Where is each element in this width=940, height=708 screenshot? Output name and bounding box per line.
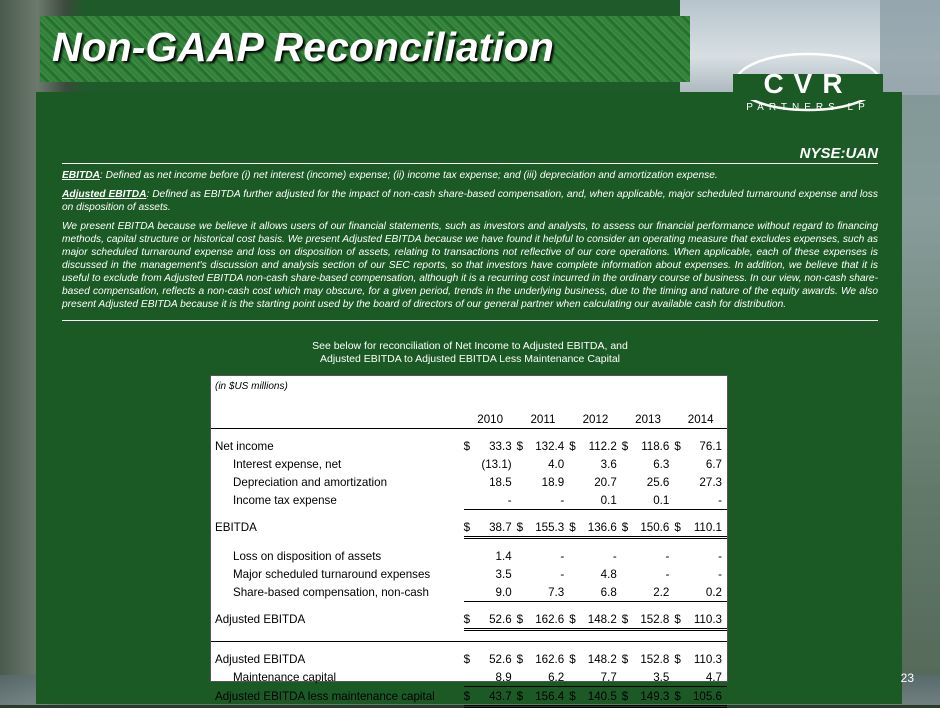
- cell-value: 4.7: [686, 668, 727, 687]
- cell-value: 6.3: [653, 457, 670, 471]
- cell-value: 162.6: [535, 652, 565, 666]
- cell-value: 140.5: [581, 687, 622, 707]
- currency-symbol: [569, 668, 580, 687]
- table-row: [211, 583, 727, 602]
- row-label: Share-based compensation, non-cash: [233, 585, 429, 599]
- row-label: Income tax expense: [233, 493, 337, 507]
- table-row: [211, 518, 727, 538]
- cell-value: 4.8: [600, 567, 617, 581]
- currency-symbol: [622, 583, 633, 602]
- cell-value: 3.5: [633, 668, 674, 687]
- row-gap: [211, 510, 727, 519]
- currency-symbol: $: [622, 687, 633, 707]
- divider-top: [62, 163, 878, 164]
- cell-value: 0.1: [581, 491, 622, 510]
- currency-symbol: $: [622, 610, 633, 630]
- cell-value: 136.6: [581, 518, 622, 538]
- currency-symbol: $: [517, 610, 528, 630]
- currency-symbol: [517, 547, 528, 565]
- cell-value: 132.4: [535, 439, 565, 453]
- cell-value: 148.2: [587, 652, 617, 666]
- currency-symbol: $: [517, 518, 528, 538]
- row-label: Loss on disposition of assets: [233, 549, 382, 563]
- gap-cell: [211, 602, 727, 611]
- table-row: [211, 610, 727, 630]
- cell-value: 27.3: [699, 475, 722, 489]
- table-row: [211, 473, 727, 491]
- ticker-label: NYSE:UAN: [799, 145, 878, 162]
- cell-value: 156.4: [528, 687, 569, 707]
- page-title: Non-GAAP Reconciliation: [52, 24, 554, 70]
- currency-symbol: [569, 565, 580, 583]
- currency-symbol: $: [569, 652, 576, 666]
- cell-value: 8.9: [475, 668, 517, 687]
- header-spacer: [211, 410, 464, 429]
- cell-value: 3.6: [600, 457, 617, 471]
- body-paragraph: We present EBITDA because we believe it allows users of our financial statements, such as investors and analysts, to assess our financial performance without regard to financing methods, capital structure or historical cost basis. We present Adjusted EBITDA because we have found it helpful to consider an operating measure that excludes expenses, such as major scheduled turnaround expense and loss on disposition of assets, relating to transactions not reflective of our core operations. When applicable, each of these expenses is discussed in the management's discussion and analysis section of our SEC reports, so that investors have complete information about expenses. In addition, we believe that it is useful to exclude from Adjusted EBITDA non-cash share-based compensation, although it is a recurring cost incurred in the ordinary course of business. In our view, non-cash share-based compensation, reflects a non-cash cost which may obscure, for a given period, trends in the underlying business, due to the timing and nature of the equity awards. We also present Adjusted EBITDA because it is the starting point used by the board of directors of our general partner when calculating our available cash for distribution.: [62, 221, 878, 310]
- caption-line-1: See below for reconciliation of Net Income to Adjusted EBITDA, and: [312, 340, 628, 352]
- definition-ebitda: [62, 169, 878, 182]
- row-label: Adjusted EBITDA less maintenance capital: [215, 690, 435, 703]
- currency-symbol: [569, 547, 580, 565]
- year-header: 2012: [569, 410, 622, 429]
- logo-text: CVR: [763, 68, 853, 99]
- currency-symbol: $: [464, 518, 475, 538]
- row-label: Adjusted EBITDA: [215, 652, 306, 666]
- gap-cell: [211, 538, 727, 548]
- currency-symbol: $: [569, 518, 580, 538]
- currency-symbol: $: [674, 518, 685, 538]
- cell-value: 105.6: [686, 687, 727, 707]
- cell-value: 9.0: [475, 583, 517, 602]
- currency-symbol: [674, 583, 685, 602]
- term-adjusted-ebitda: Adjusted EBITDA: [62, 189, 147, 200]
- currency-symbol: [464, 455, 475, 473]
- row-label: Net income: [215, 439, 274, 453]
- cell-value: 52.6: [475, 610, 517, 630]
- currency-symbol: $: [463, 439, 471, 453]
- currency-symbol: $: [516, 652, 524, 666]
- cell-value: -: [665, 567, 670, 581]
- row-label: EBITDA: [215, 521, 257, 535]
- cell-value: 162.6: [528, 610, 569, 630]
- table-row: [211, 547, 727, 565]
- cell-value: 1.4: [495, 549, 512, 563]
- currency-symbol: [464, 583, 475, 602]
- currency-symbol: $: [569, 687, 580, 707]
- currency-symbol: $: [464, 687, 475, 707]
- cell-value: 148.2: [581, 610, 622, 630]
- currency-symbol: $: [517, 687, 528, 707]
- cell-value: 0.2: [686, 583, 727, 602]
- currency-symbol: [517, 455, 528, 473]
- currency-symbol: [464, 668, 475, 687]
- cell-value: 6.7: [705, 457, 722, 471]
- cell-value: 38.7: [475, 518, 517, 538]
- year-header: 2013: [622, 410, 675, 429]
- currency-symbol: [569, 491, 580, 510]
- cell-value: 20.7: [594, 475, 617, 489]
- cell-value: -: [475, 491, 517, 510]
- currency-symbol: [517, 565, 528, 583]
- row-gap: [211, 429, 727, 438]
- cell-value: 118.6: [641, 439, 670, 453]
- table-row: [211, 565, 727, 583]
- cell-value: 152.8: [640, 652, 670, 666]
- currency-symbol: [517, 668, 528, 687]
- cell-value: 3.5: [495, 567, 512, 581]
- table-row: [211, 650, 727, 668]
- cell-value: 18.5: [489, 475, 512, 489]
- cell-value: 110.3: [686, 610, 727, 630]
- currency-symbol: $: [516, 439, 524, 453]
- cell-value: -: [528, 491, 569, 510]
- currency-symbol: $: [674, 687, 685, 707]
- row-label: Depreciation and amortization: [233, 475, 388, 489]
- currency-symbol: $: [674, 439, 681, 453]
- cell-value: 0.1: [633, 491, 674, 510]
- cell-value: 7.7: [581, 668, 622, 687]
- cell-value: 43.7: [475, 687, 517, 707]
- cell-value: -: [560, 567, 565, 581]
- currency-symbol: [464, 565, 475, 583]
- currency-symbol: [464, 491, 475, 510]
- currency-symbol: [569, 473, 580, 491]
- row-gap: [211, 602, 727, 611]
- cell-value: 4.0: [548, 457, 565, 471]
- currency-symbol: [569, 455, 580, 473]
- row-label: Adjusted EBITDA: [215, 613, 306, 627]
- cell-value: 152.8: [633, 610, 674, 630]
- currency-symbol: $: [621, 439, 629, 453]
- cell-value: 2.2: [633, 583, 674, 602]
- currency-symbol: [517, 491, 528, 510]
- currency-symbol: [674, 491, 685, 510]
- cell-value: 110.1: [686, 518, 727, 538]
- currency-symbol: [674, 455, 685, 473]
- currency-symbol: [674, 473, 685, 491]
- row-gap: [211, 538, 727, 548]
- cell-value: 6.2: [528, 668, 569, 687]
- currency-symbol: $: [569, 610, 580, 630]
- currency-symbol: [674, 547, 685, 565]
- gap-cell: [211, 429, 727, 438]
- currency-symbol: $: [621, 652, 629, 666]
- cell-value: 7.3: [528, 583, 569, 602]
- term-ebitda: EBITDA: [62, 170, 100, 181]
- table-row: [211, 455, 727, 473]
- currency-symbol: $: [674, 610, 685, 630]
- cell-value: 110.3: [693, 652, 722, 666]
- table-row: [211, 491, 727, 510]
- table-row: [211, 437, 727, 455]
- year-header: 2011: [517, 410, 570, 429]
- currency-symbol: [622, 547, 633, 565]
- currency-symbol: [464, 547, 475, 565]
- currency-symbol: [464, 473, 475, 491]
- currency-symbol: [622, 455, 633, 473]
- cell-value: 76.1: [699, 439, 722, 453]
- currency-symbol: [674, 668, 685, 687]
- year-header: 2014: [674, 410, 727, 429]
- cell-value: -: [718, 567, 722, 581]
- cell-value: -: [665, 549, 670, 563]
- gap-cell: [211, 510, 727, 519]
- cell-value: -: [612, 549, 617, 563]
- row-gap: [211, 642, 727, 651]
- currency-symbol: $: [463, 652, 471, 666]
- cell-value: 25.6: [646, 475, 670, 489]
- definition-adjusted-ebitda-text: : Defined as EBITDA further adjusted for the impact of non-cash share-based compensation, and, when applicable, major scheduled turnaround expense and loss on disposition of assets.: [62, 189, 878, 213]
- cell-value: 149.3: [633, 687, 674, 707]
- table-row: [211, 687, 727, 707]
- currency-symbol: [569, 583, 580, 602]
- cell-value: -: [718, 549, 722, 563]
- currency-symbol: [622, 473, 633, 491]
- currency-symbol: $: [569, 439, 576, 453]
- cell-value: -: [560, 549, 565, 563]
- currency-symbol: [622, 491, 633, 510]
- row-label: Major scheduled turnaround expenses: [233, 567, 431, 581]
- currency-symbol: $: [674, 652, 681, 666]
- cell-value: 18.9: [541, 475, 565, 489]
- currency-symbol: [622, 565, 633, 583]
- page-number: 23: [900, 671, 914, 685]
- cell-value: 150.6: [633, 518, 674, 538]
- divider-bottom: [62, 320, 878, 321]
- cell-value: 112.2: [588, 439, 617, 453]
- cvr-partners-logo: [733, 52, 883, 118]
- year-header: 2010: [464, 410, 517, 429]
- row-label: Interest expense, net: [233, 457, 342, 471]
- currency-symbol: [517, 583, 528, 602]
- section-separator: [211, 630, 727, 642]
- currency-symbol: [622, 668, 633, 687]
- currency-symbol: $: [622, 518, 633, 538]
- table-caption: [230, 340, 710, 366]
- table-row: [211, 668, 727, 687]
- row-label: Maintenance capital: [233, 670, 337, 684]
- currency-symbol: [674, 565, 685, 583]
- definition-adjusted-ebitda: [62, 188, 878, 214]
- cell-value: 52.6: [489, 652, 512, 666]
- logo-subtext: PARTNERS LP: [746, 102, 870, 113]
- separator-cell: [211, 630, 727, 642]
- table-unit: (in $US millions): [215, 381, 288, 392]
- cell-value: 155.3: [528, 518, 569, 538]
- cell-value: (13.1): [481, 457, 512, 471]
- cell-value: -: [686, 491, 727, 510]
- reconciliation-table: [210, 375, 728, 703]
- caption-line-2: Adjusted EBITDA to Adjusted EBITDA Less Maintenance Capital: [320, 353, 620, 365]
- gap-cell: [211, 642, 727, 651]
- reconciliation-grid: [211, 410, 727, 708]
- cell-value: 33.3: [489, 439, 512, 453]
- currency-symbol: $: [464, 610, 475, 630]
- definition-ebitda-text: : Defined as net income before (i) net interest (income) expense; (ii) income tax expense; and (iii) depreciation and amortization expense.: [99, 170, 718, 181]
- table-header-row: [211, 410, 727, 429]
- cell-value: 6.8: [581, 583, 622, 602]
- currency-symbol: [517, 473, 528, 491]
